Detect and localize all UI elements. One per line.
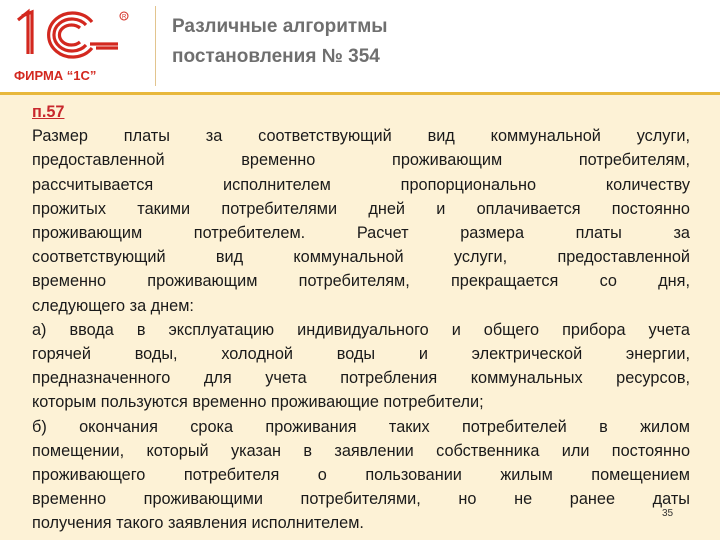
header-divider: [155, 6, 156, 86]
svg-text:R: R: [122, 14, 127, 21]
header-underline: [0, 92, 720, 95]
body-text-line: проживающего потребителя о пользовании жилым помещением: [32, 466, 690, 485]
body-text-line: получения такого заявления исполнителем.: [32, 514, 364, 533]
page-number: 35: [662, 508, 674, 519]
body-text-line: проживающим потребителем. Расчет размера платы за: [32, 224, 690, 243]
slide-header: [0, 0, 720, 92]
body-text-line: помещении, который указан в заявлении собственника или постоянно: [32, 441, 690, 460]
body-text-line: а) ввода в эксплуатацию индивидуального и общего прибора учета: [32, 320, 690, 339]
body-text-line: прожитых такими потребителями дней и оплачивается постоянно: [32, 199, 690, 218]
body-text-line: которым пользуются временно проживающие потребители;: [32, 393, 484, 412]
body-text-line: предоставленной временно проживающим потребителям,: [32, 151, 690, 170]
body-text-line: следующего за днем:: [32, 296, 194, 315]
body-text-line: временно проживающим потребителям, прекращается со дня,: [32, 272, 690, 291]
body-text-line: рассчитывается исполнителем пропорционально количеству: [32, 175, 690, 194]
slide-title: [172, 12, 388, 72]
body-text-line: горячей воды, холодной воды и электрической энергии,: [32, 345, 690, 364]
body-text-line: б) окончания срока проживания таких потребителей в жилом: [32, 417, 690, 436]
slide-body: [32, 100, 690, 536]
paragraph-reference: п.57: [32, 103, 65, 121]
logo-text: ФИРМА “1С”: [14, 68, 97, 83]
firma-1c-logo: [6, 4, 134, 86]
body-text-line: предназначенного для учета потребления коммунальных ресурсов,: [32, 369, 690, 388]
body-text-line: временно проживающими потребителями, но не ранее даты: [32, 490, 690, 509]
body-text: [32, 124, 690, 535]
body-text-line: Размер платы за соответствующий вид коммунальной услуги,: [32, 127, 690, 146]
body-text-line: соответствующий вид коммунальной услуги, предоставленной: [32, 248, 690, 267]
slide-title-line-1: Различные алгоритмы: [172, 16, 388, 37]
slide-title-line-2: постановления № 354: [172, 46, 380, 67]
